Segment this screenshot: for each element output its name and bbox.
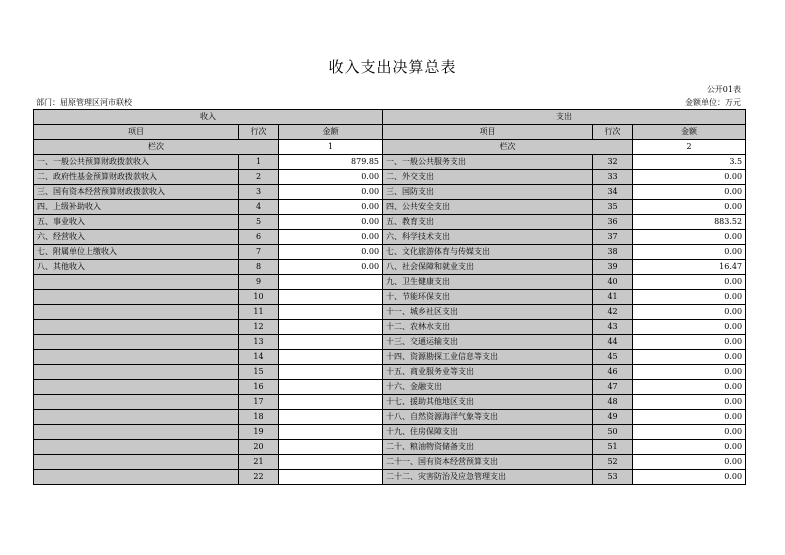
summary-table: [33, 109, 746, 485]
income-item-cell: [34, 455, 239, 470]
expense-row-no-header: 行次: [593, 125, 633, 140]
income-amount-cell: [279, 440, 383, 455]
expense-item-cell: 八、社会保障和就业支出: [383, 260, 593, 275]
amount-unit-label: 金额单位：万元: [685, 98, 741, 107]
income-row-no-cell: 2: [239, 170, 279, 185]
table-row: [34, 410, 746, 425]
income-amount-cell: 0.00: [279, 215, 383, 230]
income-amount-cell: [279, 425, 383, 440]
column-header-row: [34, 125, 746, 140]
expense-amount-cell: 0.00: [633, 320, 746, 335]
income-amount-header: 金额: [279, 125, 383, 140]
expense-amount-cell: 16.47: [633, 260, 746, 275]
expense-row-no-cell: 40: [593, 275, 633, 290]
expense-row-no-cell: 32: [593, 155, 633, 170]
table-row: [34, 200, 746, 215]
expense-amount-cell: 0.00: [633, 275, 746, 290]
table-row: [34, 185, 746, 200]
table-row: [34, 425, 746, 440]
expense-item-cell: 十五、商业服务业等支出: [383, 365, 593, 380]
income-row-no-cell: 12: [239, 320, 279, 335]
income-amount-cell: 0.00: [279, 230, 383, 245]
expense-item-cell: 十四、资源勘探工业信息等支出: [383, 350, 593, 365]
expense-row-no-cell: 36: [593, 215, 633, 230]
expense-item-header: 项目: [383, 125, 593, 140]
income-row-no-cell: 3: [239, 185, 279, 200]
income-amount-cell: [279, 455, 383, 470]
expense-amount-cell: 0.00: [633, 380, 746, 395]
expense-item-cell: 七、文化旅游体育与传媒支出: [383, 245, 593, 260]
income-item-cell: [34, 305, 239, 320]
table-row: [34, 290, 746, 305]
table-row: [34, 470, 746, 485]
table-row: [34, 395, 746, 410]
expense-item-cell: 二十一、国有资本经营预算支出: [383, 455, 593, 470]
expense-item-cell: 十七、援助其他地区支出: [383, 395, 593, 410]
expense-amount-cell: 0.00: [633, 440, 746, 455]
income-amount-cell: 0.00: [279, 200, 383, 215]
income-row-no-cell: 21: [239, 455, 279, 470]
expense-amount-cell: 0.00: [633, 230, 746, 245]
expense-item-cell: 二、外交支出: [383, 170, 593, 185]
column-number-row: [34, 140, 746, 155]
income-item-cell: 三、国有资本经营预算财政拨款收入: [34, 185, 239, 200]
expense-amount-cell: 0.00: [633, 350, 746, 365]
income-amount-cell: 0.00: [279, 245, 383, 260]
income-item-cell: 八、其他收入: [34, 260, 239, 275]
income-item-cell: [34, 275, 239, 290]
expense-amount-cell: 0.00: [633, 410, 746, 425]
income-row-no-cell: 4: [239, 200, 279, 215]
expense-amount-cell: 0.00: [633, 365, 746, 380]
expense-amount-cell: 0.00: [633, 305, 746, 320]
income-item-cell: 五、事业收入: [34, 215, 239, 230]
income-item-cell: 二、政府性基金预算财政拨款收入: [34, 170, 239, 185]
income-item-cell: [34, 350, 239, 365]
income-row-no-cell: 22: [239, 470, 279, 485]
table-row: [34, 380, 746, 395]
expense-row-no-cell: 51: [593, 440, 633, 455]
income-row-no-cell: 7: [239, 245, 279, 260]
income-row-no-cell: 18: [239, 410, 279, 425]
expense-item-cell: 十三、交通运输支出: [383, 335, 593, 350]
table-row: [34, 305, 746, 320]
income-item-cell: 四、上级补助收入: [34, 200, 239, 215]
income-amount-cell: 0.00: [279, 260, 383, 275]
expense-row-no-cell: 47: [593, 380, 633, 395]
expense-item-cell: 四、公共安全支出: [383, 200, 593, 215]
income-amount-cell: [279, 395, 383, 410]
table-row: [34, 230, 746, 245]
income-row-no-cell: 13: [239, 335, 279, 350]
income-item-cell: [34, 290, 239, 305]
table-row: [34, 455, 746, 470]
income-row-no-cell: 8: [239, 260, 279, 275]
expense-item-cell: 十八、自然资源海洋气象等支出: [383, 410, 593, 425]
expense-row-no-cell: 34: [593, 185, 633, 200]
income-row-no-cell: 6: [239, 230, 279, 245]
income-amount-cell: [279, 410, 383, 425]
expense-amount-cell: 0.00: [633, 455, 746, 470]
income-row-no-cell: 10: [239, 290, 279, 305]
income-amount-cell: [279, 350, 383, 365]
section-header-row: [34, 110, 746, 125]
income-row-no-cell: 17: [239, 395, 279, 410]
expense-amount-cell: 0.00: [633, 170, 746, 185]
expense-amount-cell: 0.00: [633, 335, 746, 350]
form-number: 公开01表: [706, 85, 741, 94]
income-item-cell: [34, 470, 239, 485]
expense-row-no-cell: 46: [593, 365, 633, 380]
expense-row-no-cell: 35: [593, 200, 633, 215]
expense-row-no-cell: 37: [593, 230, 633, 245]
expense-item-cell: 二十、粮油物资储备支出: [383, 440, 593, 455]
income-item-cell: 七、附属单位上缴收入: [34, 245, 239, 260]
page-title: 收入支出决算总表: [328, 58, 457, 76]
income-row-no-cell: 20: [239, 440, 279, 455]
expense-row-no-cell: 41: [593, 290, 633, 305]
expense-row-no-cell: 43: [593, 320, 633, 335]
income-item-cell: 六、经营收入: [34, 230, 239, 245]
expense-row-no-cell: 50: [593, 425, 633, 440]
income-row-no-header: 行次: [239, 125, 279, 140]
expense-row-no-cell: 39: [593, 260, 633, 275]
table-row: [34, 365, 746, 380]
income-amount-cell: [279, 320, 383, 335]
income-item-cell: [34, 410, 239, 425]
income-row-no-cell: 9: [239, 275, 279, 290]
expense-column-no-label: 栏次: [383, 140, 633, 155]
expense-item-cell: 九、卫生健康支出: [383, 275, 593, 290]
expense-row-no-cell: 53: [593, 470, 633, 485]
income-row-no-cell: 15: [239, 365, 279, 380]
table-row: [34, 260, 746, 275]
expense-amount-cell: 0.00: [633, 425, 746, 440]
income-item-cell: [34, 365, 239, 380]
table-row: [34, 335, 746, 350]
income-item-cell: [34, 320, 239, 335]
expense-row-no-cell: 48: [593, 395, 633, 410]
income-amount-cell: [279, 470, 383, 485]
expense-row-no-cell: 42: [593, 305, 633, 320]
income-item-cell: [34, 440, 239, 455]
table-row: [34, 275, 746, 290]
expense-amount-cell: 0.00: [633, 395, 746, 410]
expense-row-no-cell: 44: [593, 335, 633, 350]
expense-item-cell: 十九、住房保障支出: [383, 425, 593, 440]
expense-amount-cell: 883.52: [633, 215, 746, 230]
income-row-no-cell: 1: [239, 155, 279, 170]
table-row: [34, 155, 746, 170]
expense-section-header: 支出: [383, 110, 746, 125]
income-amount-cell: 0.00: [279, 185, 383, 200]
expense-item-cell: 十一、城乡社区支出: [383, 305, 593, 320]
income-column-no-label: 栏次: [34, 140, 279, 155]
income-amount-cell: [279, 365, 383, 380]
table-row: [34, 440, 746, 455]
income-section-header: 收入: [34, 110, 383, 125]
income-amount-cell: 879.85: [279, 155, 383, 170]
income-amount-cell: [279, 305, 383, 320]
income-row-no-cell: 11: [239, 305, 279, 320]
expense-item-cell: 五、教育支出: [383, 215, 593, 230]
expense-row-no-cell: 49: [593, 410, 633, 425]
expense-item-cell: 十二、农林水支出: [383, 320, 593, 335]
expense-item-cell: 十六、金融支出: [383, 380, 593, 395]
income-item-cell: [34, 395, 239, 410]
expense-amount-cell: 0.00: [633, 290, 746, 305]
table-row: [34, 350, 746, 365]
income-amount-cell: [279, 290, 383, 305]
expense-item-cell: 二十二、灾害防治及应急管理支出: [383, 470, 593, 485]
expense-amount-cell: 0.00: [633, 185, 746, 200]
income-row-no-cell: 5: [239, 215, 279, 230]
expense-amount-cell: 0.00: [633, 470, 746, 485]
table-row: [34, 170, 746, 185]
expense-row-no-cell: 52: [593, 455, 633, 470]
income-amount-cell: [279, 380, 383, 395]
expense-item-cell: 十、节能环保支出: [383, 290, 593, 305]
income-row-no-cell: 16: [239, 380, 279, 395]
expense-amount-cell: 0.00: [633, 245, 746, 260]
expense-amount-cell: 3.5: [633, 155, 746, 170]
department-label: 部门：屈原管理区河市联校: [36, 98, 132, 107]
income-amount-cell: [279, 335, 383, 350]
income-row-no-cell: 19: [239, 425, 279, 440]
table-row: [34, 215, 746, 230]
expense-amount-cell: 0.00: [633, 200, 746, 215]
expense-row-no-cell: 38: [593, 245, 633, 260]
income-amount-cell: 0.00: [279, 170, 383, 185]
income-item-cell: [34, 335, 239, 350]
income-item-cell: [34, 380, 239, 395]
expense-column-no: 2: [633, 140, 746, 155]
expense-item-cell: 六、科学技术支出: [383, 230, 593, 245]
table-row: [34, 245, 746, 260]
expense-row-no-cell: 33: [593, 170, 633, 185]
expense-item-cell: 一、一般公共服务支出: [383, 155, 593, 170]
income-item-cell: 一、一般公共预算财政拨款收入: [34, 155, 239, 170]
income-row-no-cell: 14: [239, 350, 279, 365]
income-amount-cell: [279, 275, 383, 290]
income-item-cell: [34, 425, 239, 440]
income-item-header: 项目: [34, 125, 239, 140]
table-row: [34, 320, 746, 335]
expense-amount-header: 金额: [633, 125, 746, 140]
expense-row-no-cell: 45: [593, 350, 633, 365]
expense-item-cell: 三、国防支出: [383, 185, 593, 200]
income-column-no: 1: [279, 140, 383, 155]
